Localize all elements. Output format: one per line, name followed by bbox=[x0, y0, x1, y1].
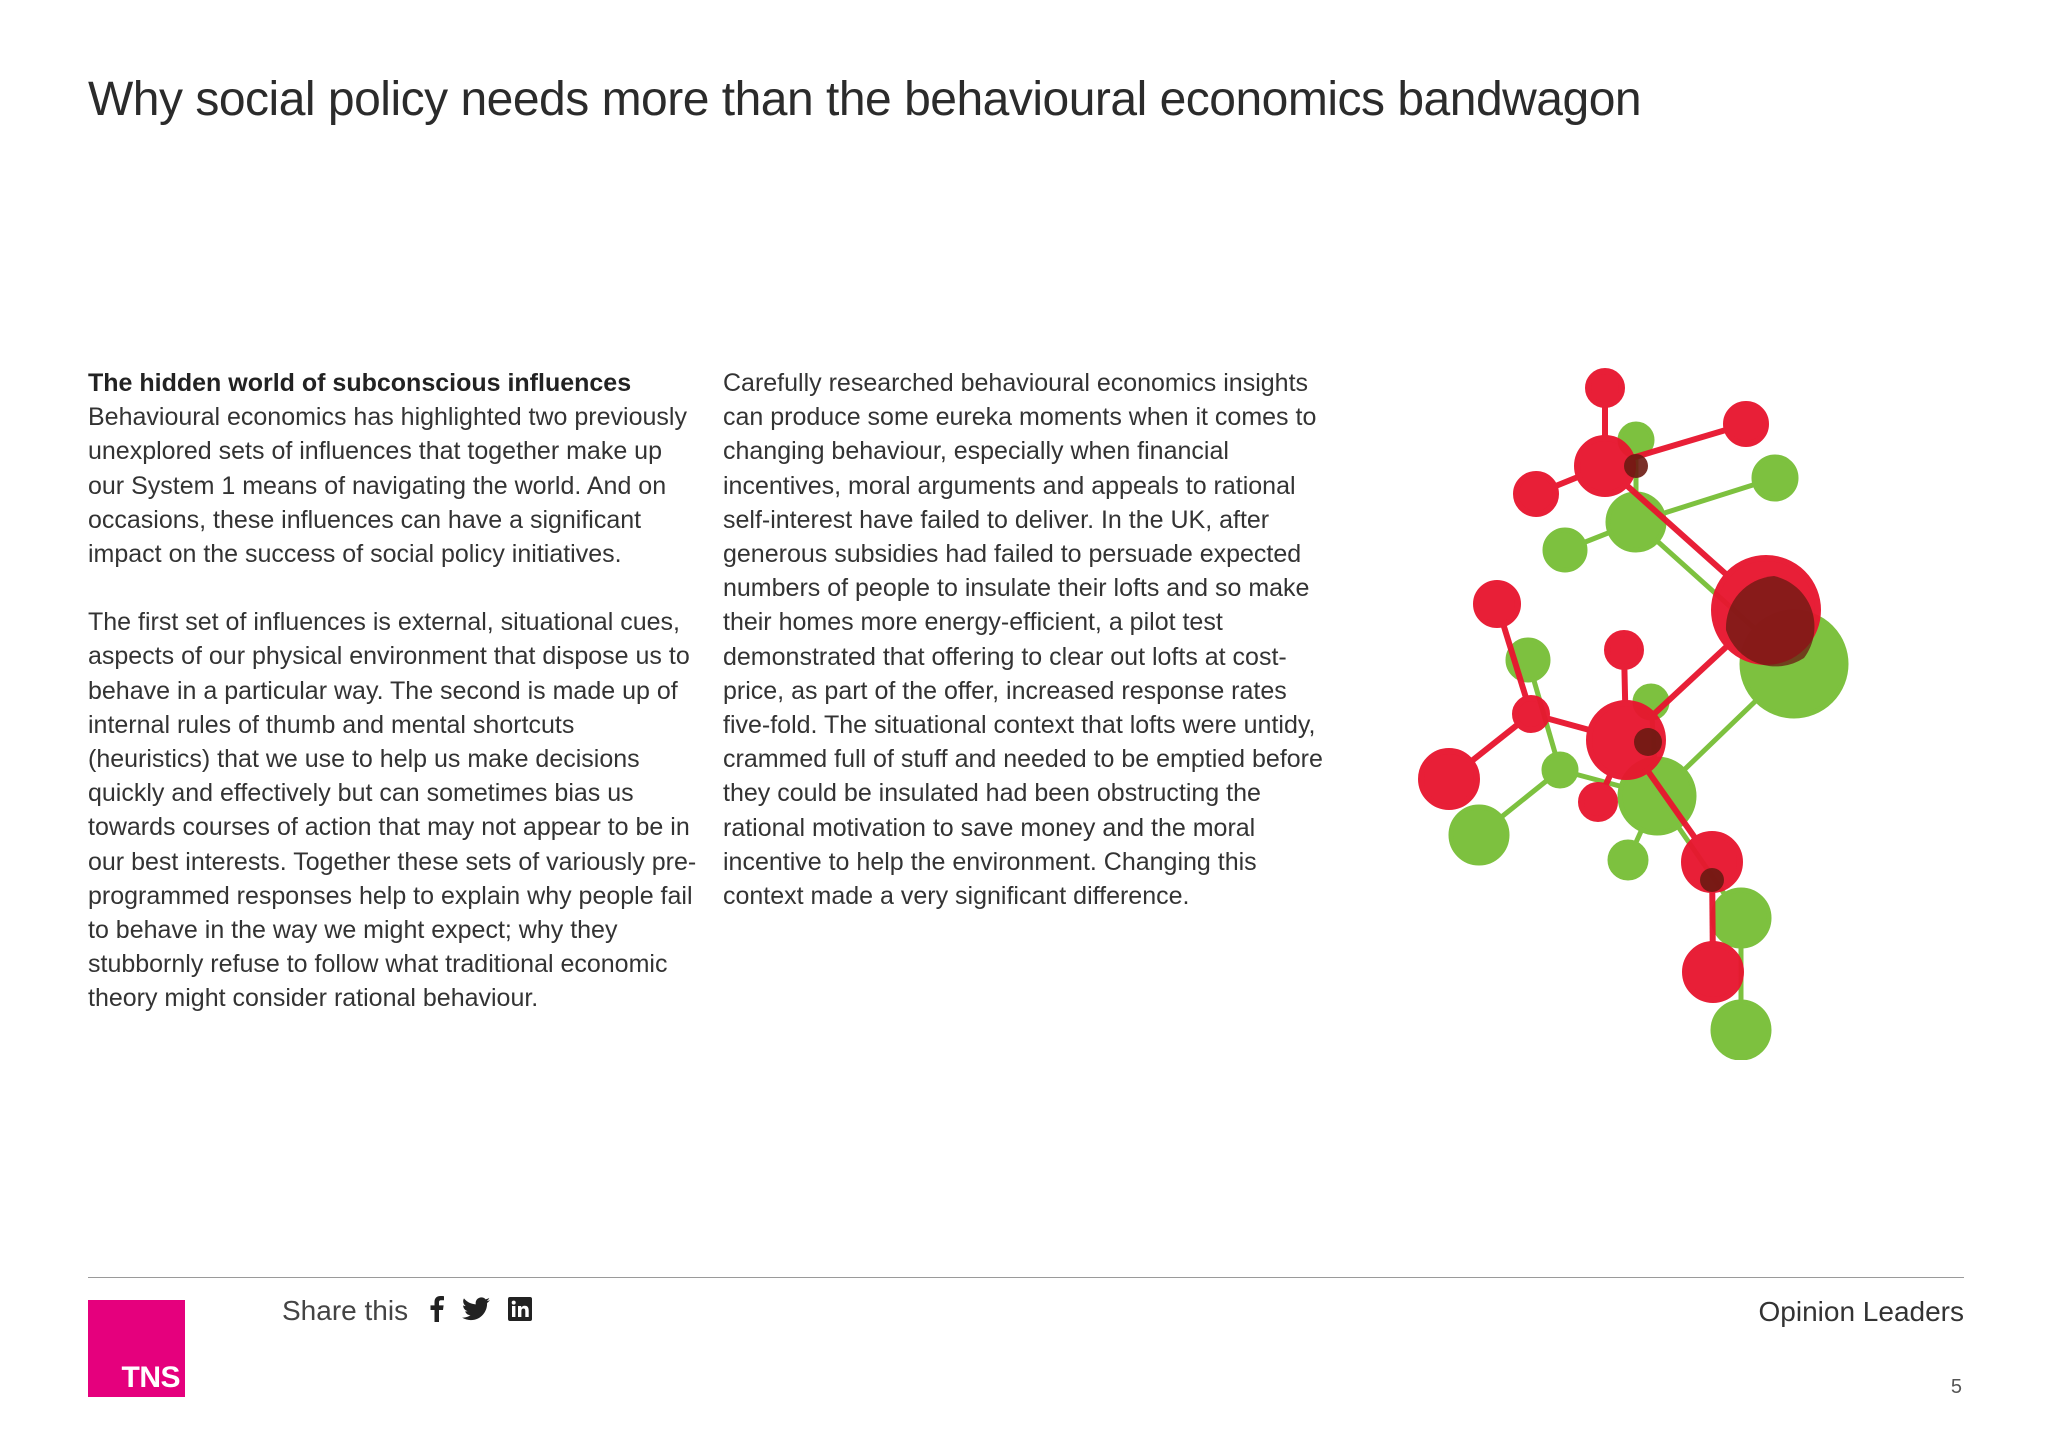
left-paragraph-2: The first set of influences is external, situational cues, aspects of our physical environment that dispose us to behave in a particular way. The second is made up of internal rules of thumb and mental shortcuts (heuristics) that we use to help us make decisions quickly and effectively but can sometimes bias us towards courses of action that may not appear to be in our best interests. Together these sets of variously pre-programmed responses help to explain why people fail to behave in the way we might expect; why they stubbornly refuse to follow what traditional economic theory might consider rational behaviour. bbox=[88, 608, 697, 1013]
right-paragraph-1: Carefully researched behavioural economics insights can produce some eureka moments when it comes to changing behaviour, especially when financial incentives, moral arguments and appeals to rational self-interest have failed to deliver. In the UK, after generous subsidies had failed to persuade expected numbers of people to insulate their lofts and so make their homes more energy-efficient, a pilot test demonstrated that offering to clear out lofts at cost-price, as part of the offer, increased response rates five-fold. The situational context that lofts were untidy, crammed full of stuff and needed to be emptied before they could be insulated had been obstructing the rational motivation to save money and the moral incentive to help the environment. Changing this context made a very significant difference. bbox=[723, 369, 1323, 911]
twitter-icon[interactable] bbox=[462, 1297, 490, 1326]
section-label: Opinion Leaders bbox=[1758, 1296, 1964, 1327]
page-title: Why social policy needs more than the behavioural economics bandwagon bbox=[88, 73, 1642, 126]
tns-logo-text: TNS bbox=[121, 1361, 180, 1394]
page-number: 5 bbox=[1950, 1376, 1962, 1398]
share-label: Share this bbox=[282, 1295, 409, 1326]
tns-logo[interactable] bbox=[88, 1300, 185, 1397]
left-column bbox=[88, 366, 698, 1016]
linkedin-icon[interactable] bbox=[508, 1297, 532, 1326]
facebook-icon[interactable] bbox=[430, 1296, 444, 1327]
molecule-network-illustration bbox=[1400, 360, 1880, 1060]
right-column bbox=[723, 366, 1323, 913]
left-paragraph-1: Behavioural economics has highlighted two previously unexplored sets of influences that together make up our System 1 means of navigating the world. And on occasions, these influences can have a significant impact on the success of social policy initiatives. bbox=[88, 403, 687, 569]
footer-divider bbox=[88, 1277, 1964, 1278]
section-subheading: The hidden world of subconscious influences bbox=[88, 369, 632, 397]
share-bar bbox=[282, 1295, 532, 1327]
